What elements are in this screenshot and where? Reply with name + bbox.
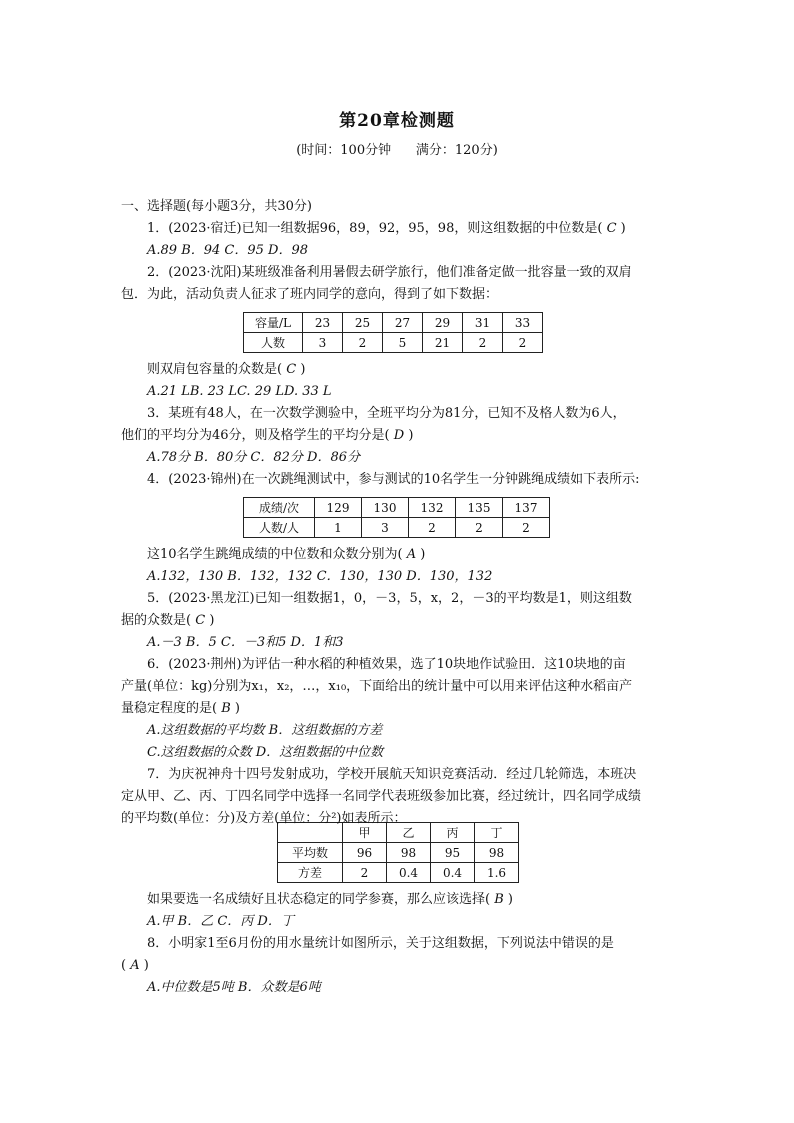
question-2-line: 包．为此，活动负责人征求了班内同学的意向，得到了如下数据： bbox=[121, 287, 499, 302]
question-5-options: A.－3 B．5 C．－3和5 D．1和3 bbox=[147, 635, 344, 650]
question-4-options: A.132，130 B．132，132 C．130，130 D．130，132 bbox=[147, 569, 493, 584]
question-7-options: A.甲 B．乙 C．丙 D．丁 bbox=[147, 914, 294, 929]
question-1-options: A.89 B．94 C．95 D．98 bbox=[147, 243, 309, 258]
question-7-line: 的平均数(单位：分)及方差(单位：分²)如表所示： bbox=[121, 811, 407, 826]
capacity-table bbox=[243, 312, 543, 353]
question-6-options: C.这组数据的众数 D．这组数据的中位数 bbox=[147, 745, 384, 760]
question-6-line: 产量(单位：kg)分别为x₁，x₂，…，x₁₀，下面给出的统计量中可以用来评估这种水稻亩产 bbox=[121, 679, 633, 694]
question-6-options: A.这组数据的平均数 B．这组数据的方差 bbox=[147, 723, 383, 738]
question-7-question: 如果要选一名成绩好且状态稳定的同学参赛，那么应该选择( B ) bbox=[147, 892, 513, 907]
question-2-table-wrap bbox=[121, 312, 681, 353]
question-2-options: A.21 LB. 23 LC. 29 LD. 33 L bbox=[147, 384, 332, 399]
question-2-line: 2．(2023·沈阳)某班级准备利用暑假去研学旅行，他们准备定做一批容量一致的双肩 bbox=[147, 265, 632, 280]
question-2-question: 则双肩包容量的众数是( C ) bbox=[147, 362, 306, 377]
question-3-options: A.78分 B．80分 C．82分 D．86分 bbox=[147, 450, 361, 465]
question-1: 1．(2023·宿迁)已知一组数据96，89，92，95，98，则这组数据的中位数是( C ) bbox=[147, 221, 626, 236]
table-row: 方差 2 0.4 0.4 1.6 bbox=[278, 863, 519, 883]
table-row: 容量/L 23 25 27 29 31 33 bbox=[244, 313, 543, 333]
question-6-line: 量稳定程度的是( B ) bbox=[121, 701, 240, 716]
answer: C bbox=[286, 362, 297, 377]
question-6-line: 6．(2023·荆州)为评估一种水稻的种植效果，选了10块地作试验田．这10块地的亩 bbox=[147, 657, 626, 672]
jump-rope-table bbox=[243, 497, 550, 538]
answer: B bbox=[494, 892, 504, 907]
table-row: 平均数 96 98 95 98 bbox=[278, 843, 519, 863]
page-title: 第20章检测题 bbox=[339, 111, 455, 131]
section-heading: 一、选择题(每小题3分，共30分) bbox=[121, 199, 312, 214]
question-3-line: 他们的平均分为46分，则及格学生的平均分是( D ) bbox=[121, 428, 414, 443]
question-8-line: 8．小明家1至6月份的用水量统计如图所示，关于这组数据，下列说法中错误的是 bbox=[147, 936, 614, 951]
table-row: 成绩/次 129 130 132 135 137 bbox=[244, 498, 550, 518]
question-list bbox=[121, 196, 681, 999]
table-row: 人数/人 1 3 2 2 2 bbox=[244, 518, 550, 538]
question-5-line: 据的众数是( C ) bbox=[121, 613, 215, 628]
question-4-table-wrap bbox=[121, 497, 681, 538]
question-5-line: 5．(2023·黑龙江)已知一组数据1，0，－3，5，x，2，－3的平均数是1，则这组数 bbox=[147, 591, 632, 606]
answer: C bbox=[606, 221, 617, 236]
answer: A bbox=[130, 958, 140, 973]
question-8-options: A.中位数是5吨 B．众数是6吨 bbox=[147, 980, 321, 995]
question-4-line: 4．(2023·锦州)在一次跳绳测试中，参与测试的10名学生一分钟跳绳成绩如下表所示: bbox=[147, 472, 640, 487]
question-3-line: 3．某班有48人，在一次数学测验中，全班平均分为81分，已知不及格人数为6人， bbox=[147, 406, 626, 421]
score-variance-table bbox=[277, 822, 519, 883]
question-7-table-wrap bbox=[121, 822, 681, 883]
question-7-line: 定从甲、乙、丙、丁四名同学中选择一名同学代表班级参加比赛，经过统计，四名同学成绩 bbox=[121, 789, 642, 804]
answer: D bbox=[393, 428, 405, 443]
question-4-question: 这10名学生跳绳成绩的中位数和众数分别为( A ) bbox=[147, 547, 426, 562]
table-row: 人数 3 2 5 21 2 2 bbox=[244, 333, 543, 353]
page-subtitle: (时间：100分钟 满分：120分) bbox=[296, 143, 498, 158]
answer: B bbox=[221, 701, 231, 716]
question-8-line: ( A ) bbox=[121, 958, 149, 973]
answer: A bbox=[406, 547, 417, 562]
question-7-line: 7．为庆祝神舟十四号发射成功，学校开展航天知识竞赛活动．经过几轮筛选，本班决 bbox=[147, 767, 637, 782]
table-row: 甲 乙 丙 丁 bbox=[278, 823, 519, 843]
answer: C bbox=[195, 613, 206, 628]
